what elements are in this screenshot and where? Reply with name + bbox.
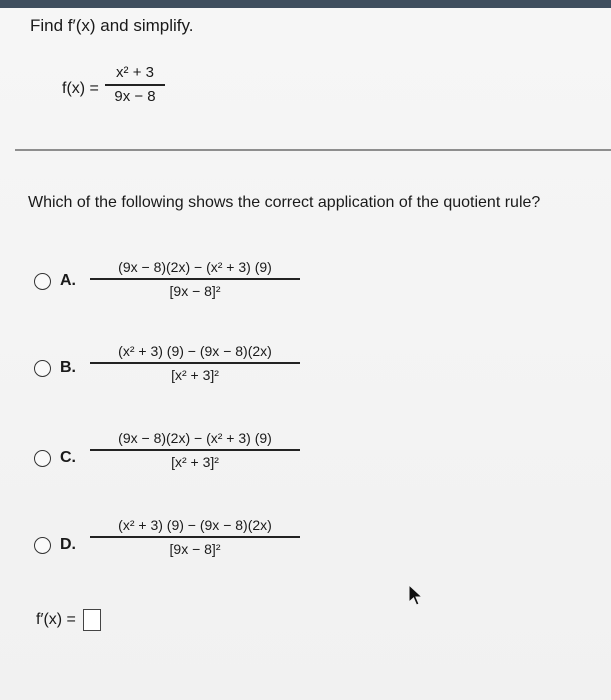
radio-button-d[interactable]: [34, 537, 51, 554]
option-b-fraction: [90, 340, 300, 386]
option-a-denominator: [9x − 8]²: [169, 283, 221, 299]
option-a-numerator: (9x − 8)(2x) − (x² + 3) (9): [118, 259, 272, 275]
radio-button-c[interactable]: [34, 450, 51, 467]
function-fraction: [105, 62, 165, 108]
option-b[interactable]: [34, 359, 76, 377]
function-numerator: x² + 3: [116, 64, 154, 81]
option-b-numerator: (x² + 3) (9) − (9x − 8)(2x): [118, 343, 272, 359]
radio-button-a[interactable]: [34, 273, 51, 290]
answer-label: f′(x) =: [36, 611, 76, 628]
option-a-fraction: [90, 256, 300, 302]
option-letter-c: C.: [60, 449, 76, 466]
option-d-fraction: [90, 514, 300, 560]
option-letter-a: A.: [60, 272, 76, 289]
function-denominator: 9x − 8: [114, 88, 156, 105]
option-c[interactable]: [34, 449, 76, 467]
section-divider: [15, 149, 611, 151]
option-d[interactable]: [34, 536, 76, 554]
question-text: Which of the following shows the correct application of the quotient rule?: [28, 194, 541, 211]
top-bar: [0, 0, 611, 8]
option-c-numerator: (9x − 8)(2x) − (x² + 3) (9): [118, 430, 272, 446]
mouse-pointer-icon: [406, 583, 426, 607]
function-label: f(x) =: [62, 80, 99, 97]
option-letter-d: D.: [60, 536, 76, 553]
option-d-denominator: [9x − 8]²: [169, 541, 221, 557]
option-d-numerator: (x² + 3) (9) − (9x − 8)(2x): [118, 517, 272, 533]
option-c-denominator: [x² + 3]²: [171, 454, 219, 470]
answer-input[interactable]: [83, 609, 101, 631]
radio-button-b[interactable]: [34, 360, 51, 377]
option-a[interactable]: [34, 272, 76, 290]
instruction-text: Find f′(x) and simplify.: [30, 16, 194, 35]
option-letter-b: B.: [60, 359, 76, 376]
option-b-denominator: [x² + 3]²: [171, 367, 219, 383]
option-c-fraction: [90, 427, 300, 473]
